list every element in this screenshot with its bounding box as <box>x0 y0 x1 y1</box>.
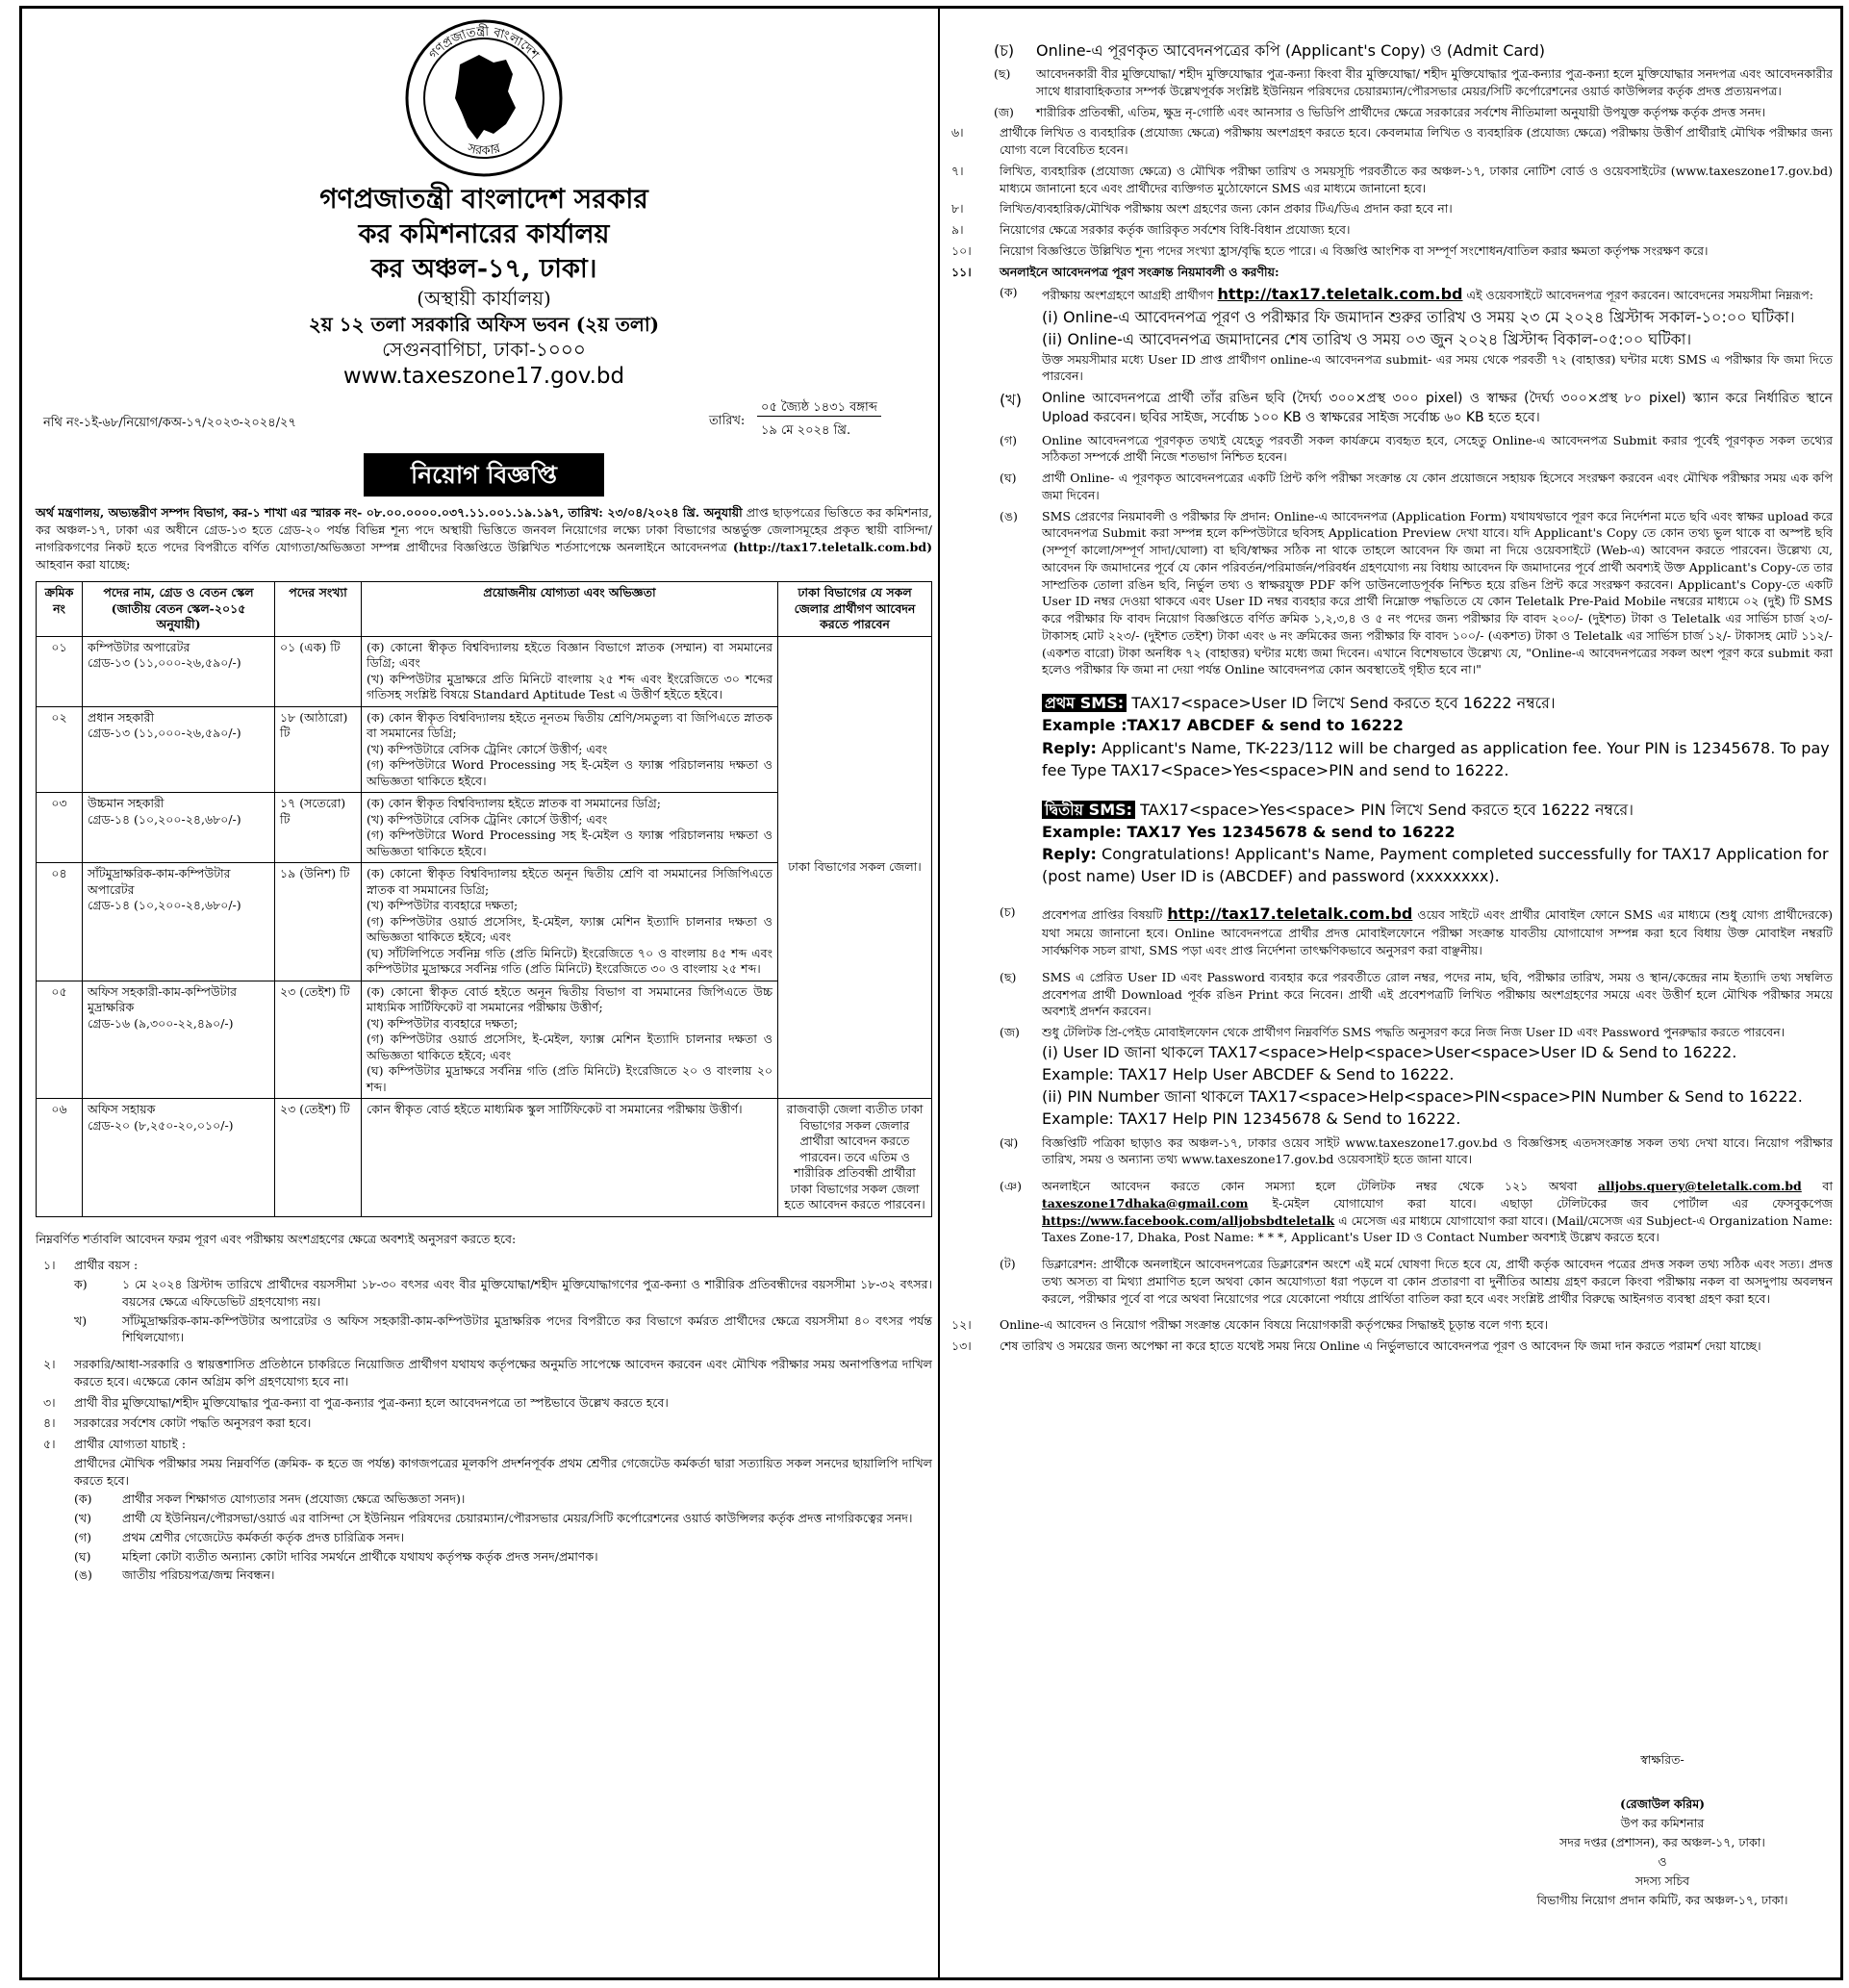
row-post-name: উচ্চমান সহকারী <box>88 796 165 811</box>
sub-label: (ক) <box>74 1491 92 1507</box>
sms-example: Example :TAX17 ABCDEF & send to 16222 <box>1042 716 1404 735</box>
sms-reply-label: Reply: <box>1042 845 1097 864</box>
signatory-designation: উপ কর কমিশনার <box>1620 1816 1705 1830</box>
term-subitem <box>36 1276 932 1311</box>
th-serial: ক্রমিক নং <box>37 582 83 637</box>
sub-text: বিজ্ঞপ্তিটি পত্রিকা ছাড়াও কর অঞ্চল-১৭, ঢাকার ওয়েব সাইট www.taxeszone17.gov.bd ও বিজ্ঞপ্তিসহ এতদসংক্রান্ত সকল তথ্য দেখা যাবে। নিয়োগ পরীক্ষার তারিখ, সময় ও অন্যান্য তথ্য www.taxeszone17.gov.bd ওয়েবসাইট হতে জানা যাবে। <box>1042 1134 1833 1167</box>
term-subitem <box>36 1313 932 1347</box>
online-rule-item <box>951 904 1833 959</box>
row-districts: রাজবাড়ী জেলা ব্যতীত ঢাকা বিভাগের সকল জেলার প্রার্থীরা আবেদন করতে পারবেন। তবে এতিম ও শারীরিক প্রতিবন্ধী প্রার্থীরা ঢাকা বিভাগের সকল জেলা হতে আবেদন করতে পারবেন। <box>778 1099 932 1217</box>
row-grade: গ্রেড-১৪ (১০,২০০-২৪,৬৮০/-) <box>88 898 241 913</box>
term-number: ১৩। <box>951 1338 972 1354</box>
sub-label: (ঘ) <box>1000 471 1017 486</box>
row-grade: গ্রেড-১৪ (১০,২০০-২৪,৬৮০/-) <box>88 811 241 827</box>
row-serial: ০২ <box>37 706 83 793</box>
sub-label: (গ) <box>1000 432 1017 447</box>
sms-tag: দ্বিতীয় SMS: <box>1042 801 1135 819</box>
sub-label: (ট) <box>1000 1257 1016 1272</box>
row-qualification: (গ) কম্পিউটারে Word Processing সহ ই-মেইল ও ফ্যাক্স পরিচালনায় দক্ষতা ও অভিজ্ঞতা থাকিতে হইবে। <box>367 757 773 788</box>
row-qualification: (খ) কম্পিউটার মুদ্রাক্ষরে প্রতি মিনিটে বাংলায় ২৫ শব্দ এবং ইংরেজিতে ৩০ শব্দের গতিসহ সংশ্লিষ্ট বিষয়ে Standard Aptitude Test এ উত্তীর্ণ হইতে হইবে। <box>367 671 773 702</box>
sub-text: প্রার্থী Online- এ পূরণকৃত আবেদনপত্রের একটি প্রিন্ট কপি পরীক্ষা সংক্রান্ত যে কোন প্রয়োজনে সহায়ক হিসেবে সংরক্ষণ করবেন এবং মৌখিক পরীক্ষার সময় এক কপি জমা দিবেন। <box>1042 471 1833 502</box>
street-address: সেগুনবাগিচা, ঢাকা-১০০০ <box>382 337 586 361</box>
online-rule-item <box>951 284 1833 385</box>
teletalk-email-link[interactable]: alljobs.query@teletalk.com.bd <box>1598 1179 1802 1194</box>
term-number: ৬। <box>951 125 964 140</box>
req-doc-item <box>951 39 1833 62</box>
term-text: Online-এ আবেদন ও নিয়োগ পরীক্ষা সংক্রান্ত যেকোন বিষয়ে নিয়োগকারী কর্তৃপক্ষের সিদ্ধান্তই চূড়ান্ত বলে গণ্য হবে। <box>1000 1317 1549 1333</box>
memo-number: নথি নং-১ই-৬৮/নিয়োগ/কঅ-১৭/২০২৩-২০২৪/২৭ <box>43 415 296 430</box>
row-qualification: (খ) কম্পিউটারে বেসিক ট্রেনিং কোর্সে উত্তীর্ণ; এবং <box>367 741 608 756</box>
term-number: ৪। <box>43 1415 56 1431</box>
row-qualification: (গ) কম্পিউটার ওয়ার্ড প্রসেসিং, ই-মেইল, ফ্যাক্স মেশিন ইত্যাদি চালনার দক্ষতা ও অভিজ্ঞতা থাকিতে হইবে; এবং <box>367 1032 773 1062</box>
sub-text: SMS এ প্রেরিত User ID এবং Password ব্যবহার করে পরবর্তীতে রোল নম্বর, পদের নাম, ছবি, পরীক্ষার তারিখ, সময় ও স্থান/কেন্দ্রের নাম ইত্যাদি তথ্য সম্বলিত প্রবেশপত্র প্রার্থী Download পূর্বক রঙিন Print করে নিবেন। প্রার্থী এই প্রবেশপত্রটি লিখিত পরীক্ষায় অংশগ্রহণের সময়ে এবং উত্তীর্ণ হলে মৌখিক পরীক্ষার সময়ে অবশ্যই প্রদর্শন করবেন। <box>1042 969 1833 1019</box>
first-sms-block <box>951 692 1833 781</box>
term-number: ৫। <box>43 1437 56 1452</box>
th-count: পদের সংখ্যা <box>275 582 362 637</box>
seal-icon <box>402 16 566 180</box>
row-qualification: (ক) কোনো স্বীকৃত বোর্ড হইতে অনূন দ্বিতীয় বিভাগ বা সমমানের জিপিএতে উচ্চ মাধ্যমিক সার্টিফিকেট বা সমমানের পরীক্ষায় উত্তীর্ণ; <box>367 983 773 1015</box>
sub-text-post: ওয়েব সাইটে এবং প্রার্থীর মোবাইল ফোনে SMS এর মাধ্যমে (শুধু যোগ্য প্রার্থীদেরকে) যথা সময়ে জানানো হবে। Online আবেদনপত্রে প্রার্থীর প্রদত্ত মোবাইলফোনে পরীক্ষা সংক্রান্ত যাবতীয় যোগাযোগ সম্পন্ন করা হবে বিধায় উক্ত মোবাইল নম্বরটি সার্বক্ষণিক সচল রাখা, SMS পড়া এবং প্রাপ্ত নির্দেশনা তাৎক্ষণিকভাবে অনুসরণ করা বাঞ্ছনীয়। <box>1042 906 1833 958</box>
row-count: ২৩ (তেইশ) টি <box>275 981 362 1099</box>
row-serial: ০১ <box>37 636 83 706</box>
row-count: ১৮ (আঠারো) টি <box>275 706 362 793</box>
row-post-name: সাঁটমুদ্রাক্ষরিক-কাম-কম্পিউটার অপারেটর <box>88 866 231 897</box>
term-text: সরকারি/আধা-সরকারি ও স্বায়ত্তশাসিত প্রতিষ্ঠানে চাকরিতে নিয়োজিত প্রার্থীগণ যথাযথ কর্তৃপক্ষের অনুমতি সাপেক্ষে আবেদন করবেন এবং মৌখিক পরীক্ষার সময় অনাপত্তিপত্র দাখিল করতে হবে। এক্ষেত্রে কোন অগ্রিম কপি গ্রহণযোগ্য হবে না। <box>74 1357 932 1389</box>
sub-text <box>1042 1024 1833 1131</box>
term-text: প্রার্থীর যোগ্যতা যাচাই : <box>74 1437 187 1452</box>
row-serial: ০৬ <box>37 1099 83 1217</box>
sub-text-mid: ই-মেইল যোগাযোগ করা যাবে। এছাড়া টেলিটকের জব পোর্টাল এর ফেসবুকপেজ <box>1248 1195 1833 1211</box>
sms-line: TAX17<space>User ID লিখে Send করতে হবে 16222 নম্বরে। <box>1127 694 1556 713</box>
zone-name: কর অঞ্চল-১৭, ঢাকা। <box>370 253 597 284</box>
term-item <box>951 200 1833 217</box>
term-text: লিখিত/ব্যবহারিক/মৌখিক পরীক্ষায় অংশ গ্রহণের জন্য কোন প্রকার টিএ/ডিএ প্রদান করা হবে না। <box>1000 201 1453 217</box>
recovery-userid: (i) User ID জানা থাকলে TAX17<space>Help<space>User<space>User ID & Send to 16222. <box>1042 1042 1737 1061</box>
term-subitem <box>36 1510 932 1527</box>
notice-title: নিয়োগ বিজ্ঞপ্তি <box>364 453 604 497</box>
govt-name: গণপ্রজাতন্ত্রী বাংলাদেশ সরকার <box>319 183 648 215</box>
office-name: কর কমিশনারের কার্যালয় <box>358 218 610 249</box>
sub-text: মহিলা কোটা ব্যতীত অন্যান্য কোটা দাবির সমর্থনে প্রার্থীকে যথাযথ কর্তৃপক্ষ কর্তৃক প্রদত্ত সনদ/প্রমাণক। <box>122 1548 598 1564</box>
sms-reply-label: Reply: <box>1042 738 1097 757</box>
online-rule-item <box>951 1178 1833 1246</box>
term-text: লিখিত, ব্যবহারিক (প্রযোজ্য ক্ষেত্রে) ও মৌখিক পরীক্ষা তারিখ ও সময়সূচি পরবর্তীতে কর অঞ্চল-১৭, ঢাকার নোটিশ বোর্ড ও ওয়েবসাইটের (www.taxeszone17.gov.bd) মাধ্যমে জানানো হবে এবং প্রার্থীদের ব্যক্তিগত মুঠোফোনে SMS এর মাধ্যমে জানানো হবে। <box>1000 163 1833 195</box>
term-number: ৮। <box>951 201 964 217</box>
sub-text-tail: উক্ত সময়সীমার মধ্যে User ID প্রাপ্ত প্রার্থীগণ online-এ আবেদনপত্র submit- এর সময় থেকে পরবর্তী ৭২ (বাহাত্তর) ঘন্টার মধ্যে SMS এ পরীক্ষার ফি জমা দিতে পারবেন। <box>1042 351 1833 384</box>
row-count: ১৯ (উনিশ) টি <box>275 863 362 981</box>
row-serial: ০৪ <box>37 863 83 981</box>
sub-label: (ঘ) <box>74 1548 91 1564</box>
sub-label: (ঞ) <box>1000 1179 1022 1194</box>
online-rule-item <box>951 969 1833 1020</box>
sub-text <box>1042 1178 1833 1246</box>
row-count: ০১ (এক) টি <box>275 636 362 706</box>
signatory-name: (রেজাউল করিম) <box>1619 1797 1706 1811</box>
memo-date-english: ১৯ মে ২০২৪ খ্রি. <box>761 422 851 438</box>
svg-text:গণপ্রজাতন্ত্রী বাংলাদেশ: গণপ্রজাতন্ত্রী বাংলাদেশ <box>426 24 542 63</box>
term-text: অনলাইনে আবেদনপত্র পূরণ সংক্রান্ত নিয়মাবলী ও করণীয়: <box>1000 264 1279 279</box>
sub-text: প্রার্থীর সকল শিক্ষাগত যোগ্যতার সনদ (প্রযোজ্য ক্ষেত্রে অভিজ্ঞতা সনদ)। <box>122 1491 466 1507</box>
facebook-link[interactable]: https://www.facebook.com/alljobsbdteletalk <box>1042 1212 1335 1228</box>
table-row <box>37 1099 932 1217</box>
sub-text: Online আবেদনপত্রে প্রার্থী তাঁর রঙিন ছবি (দৈর্ঘ্য ৩০০×প্রস্থ ৩০০ pixel) ও স্বাক্ষর (দৈর্ঘ্য ৩০০×প্রস্থ ৮০ pixel) স্ক্যান করে নির্ধারিত স্থানে Upload করবেন। ছবির সাইজ, সর্বোচ্চ ১০০ KB ও স্বাক্ষরের সাইজ সর্বোচ্চ ৬০ KB হতে হবে। <box>1042 391 1833 426</box>
sub-text: ১ মে ২০২৪ খ্রিস্টাব্দ তারিখে প্রার্থীদের বয়সসীমা ১৮-৩০ বৎসর এবং বীর মুক্তিযোদ্ধা/শহীদ মুক্তিযোদ্ধাগণের পুত্র-কন্যা ও শারীরিক প্রতিবন্ধীদের বয়সসীমা ১৮-৩২ বৎসর। বয়সের ক্ষেত্রে এফিডেভিট গ্রহণযোগ্য নয়। <box>122 1277 932 1309</box>
term-subitem <box>36 1491 932 1508</box>
row-post-name: অফিস সহকারী-কাম-কম্পিউটার মুদ্রাক্ষরিক <box>88 983 238 1015</box>
sub-text-post: এ মেসেজ এর মাধ্যমে যোগাযোগ করা যাবে। (Mail/মেসেজ এর Subject-এ Organization Name: Taxes Zone-17, Dhaka, Post Name: * * *, Applicant's User ID ও Contact Number অবশ্যই উল্লেখ করতে হবে। <box>1042 1212 1833 1245</box>
sub-text <box>1042 904 1833 959</box>
sub-text: Online আবেদনপত্রে পূরণকৃত তথ্যই যেহেতু পরবর্তী সকল কার্যক্রমে ব্যবহৃত হবে, সেহেতু Online-এ আবেদনপত্র Submit করার পূর্বেই পূরণকৃত সকল তথ্যের সঠিকতা সম্পর্কে প্রার্থী নিজে শতভাগ নিশ্চিত হবেন। <box>1042 432 1833 465</box>
signature-block <box>1504 1750 1821 1910</box>
term-item <box>36 1415 932 1432</box>
term-item <box>951 221 1833 239</box>
teletalk-link[interactable]: http://tax17.teletalk.com.bd <box>1167 904 1413 923</box>
online-rule-item <box>951 508 1833 679</box>
row-post-name: কম্পিউটার অপারেটর <box>88 639 190 654</box>
sub-text: প্রার্থী যে ইউনিয়ন/পৌরসভা/ওয়ার্ড এর বাসিন্দা সে ইউনিয়ন পরিষদের চেয়ারম্যান/পৌরসভার মেয়র/সিটি কর্পোরেশনের ওয়ার্ড কাউন্সিলর কর্তৃক প্রদত্ত নাগরিকত্বের সনদ। <box>122 1511 913 1526</box>
intro-link[interactable]: (http://tax17.teletalk.com.bd) <box>732 539 932 554</box>
term-subitem <box>36 1529 932 1546</box>
row-qualification: (গ) কম্পিউটার ওয়ার্ড প্রসেসিং, ই-মেইল, ফ্যাক্স মেশিন ইত্যাদি চালনার দক্ষতা ও অভিজ্ঞতা থাকিতে হইবে; এবং <box>367 913 773 945</box>
term-number: ২। <box>43 1357 56 1372</box>
term-item <box>951 242 1833 260</box>
right-column <box>951 36 1833 1355</box>
recovery-pin-example: Example: TAX17 Help PIN 12345678 & Send to 16222. <box>1042 1109 1461 1129</box>
intro-tail: আহবান করা যাচ্ছে: <box>36 557 131 573</box>
sub-label: (ছ) <box>994 66 1011 82</box>
building-address: ২য় ১২ তলা সরকারি অফিস ভবন (২য় তলা) <box>308 312 660 336</box>
row-qualification: কোন স্বীকৃত বোর্ড হইতে মাধ্যমিক স্কুল সার্টিফিকেট বা সমমানের পরীক্ষায় উত্তীর্ণ। <box>367 1102 743 1117</box>
recovery-userid-example: Example: TAX17 Help User ABCDEF & Send to 16222. <box>1042 1065 1455 1084</box>
notice-page <box>19 6 1843 1980</box>
signatory-department: সদর দপ্তর (প্রশাসন), কর অঞ্চল-১৭, ঢাকা। <box>1559 1835 1765 1849</box>
sub-label: খ) <box>74 1313 88 1328</box>
sub-text: শারীরিক প্রতিবন্ধী, এতিম, ক্ষুদ্র নৃ-গোষ্ঠি এবং আনসার ও ভিডিপি প্রার্থীদের ক্ষেত্রে সরকারের সর্বশেষ নীতিমালা অনুযায়ী উপযুক্ত কর্তৃপক্ষ কর্তৃক প্রদত্ত সনদ। <box>1036 104 1766 119</box>
sub-label: (ক) <box>1000 285 1018 300</box>
column-divider <box>938 9 940 1977</box>
req-doc-item <box>951 104 1833 121</box>
sub-text-pre: প্রবেশপত্র প্রাপ্তির বিষয়টি <box>1042 906 1168 922</box>
memo-line <box>36 399 932 447</box>
term-number: ৩। <box>43 1394 56 1410</box>
sub-label: ক) <box>74 1277 88 1292</box>
sub-text: Online-এ পূরণকৃত আবেদনপত্রের কপি (Applicant's Copy) ও (Admit Card) <box>1036 41 1545 60</box>
intro-text: প্রাপ্ত ছাড়পত্রের ভিত্তিতে কর কমিশনার, কর অঞ্চল-১৭, ঢাকা এর অধীনে গ্রেড-১৩ হতে গ্রেড-২০ পর্যন্ত বিভিন্ন শূন্য পদে অস্থায়ী ভিত্তিতে জনবল নিয়োগের লক্ষ্যে ঢাকা বিভাগের অন্তর্ভুক্ত জেলাসমূহের প্রকৃত স্থায়ী বাসিন্দা/নাগরিকগণের নিকট হতে পদের বিপরীতে বর্ণিত যোগ্যতা/অভিজ্ঞতা সম্পন্ন প্রার্থীদের বিজ্ঞপ্তিতে উল্লিখিত শর্তসাপেক্ষে অনলাইনে আবেদনপত্র <box>36 504 932 554</box>
svg-text:সরকার: সরকার <box>466 140 502 159</box>
term-item <box>951 124 1833 159</box>
term-number: ১১। <box>951 264 972 279</box>
second-sms-block <box>951 799 1833 888</box>
sub-label: (খ) <box>74 1511 91 1526</box>
row-qualification: (ক) কোন স্বীকৃত বিশ্ববিদ্যালয় হইতে স্নাতক বা সমমানের ডিগ্রি; <box>367 796 661 811</box>
term-number: ৭। <box>951 163 964 178</box>
sub-text: জাতীয় পরিচয়পত্র/জন্ম নিবন্ধন। <box>122 1567 275 1583</box>
left-column <box>36 16 932 1584</box>
sub-label: (চ) <box>994 41 1015 60</box>
term-number: ৯। <box>951 222 964 238</box>
intro-paragraph <box>36 504 932 574</box>
sub-text: সাঁটমুদ্রাক্ষরিক-কাম-কম্পিউটার অপারেটর ও অফিস সহকারী-কাম-কম্পিউটার মুদ্রাক্ষরিক পদের বিপরীতে কর বিভাগে কর্মরত প্রার্থীদের ক্ষেত্রে বয়সসীমা ৪০ বৎসর পর্যন্ত শিথিলযোগ্য। <box>122 1313 932 1345</box>
sub-label: (জ) <box>994 104 1014 119</box>
sub-text-pre: পরীক্ষায় অংশগ্রহণে আগ্রহী প্রার্থীগণ <box>1042 288 1218 303</box>
row-grade: গ্রেড-১৩ (১১,০০০-২৬,৫৯০/-) <box>88 726 241 741</box>
row-serial: ০৩ <box>37 793 83 863</box>
start-date-line: (i) Online-এ আবেদনপত্র পূরণ ও পরীক্ষার ফি জমাদান শুরুর তারিখ ও সময় ২৩ মে ২০২৪ খ্রিস্টাব্দ সকাল-১০:০০ ঘটিকা। <box>1042 308 1795 327</box>
online-rule-item <box>951 1024 1833 1131</box>
term-text: প্রার্থীর বয়স : <box>74 1258 139 1273</box>
signed-label: স্বাক্ষরিত- <box>1640 1752 1684 1767</box>
term-paragraph <box>36 1455 932 1490</box>
row-qualification: (ক) কোন স্বীকৃত বিশ্ববিদ্যালয় হইতে নূনতম দ্বিতীয় শ্রেণি/সমতুল্য বা জিপিএতে স্নাতক বা সমমানের ডিগ্রি; <box>367 709 773 741</box>
row-post-name: প্রধান সহকারী <box>88 709 155 725</box>
term-text: নিয়োগের ক্ষেত্রে সরকার কর্তৃক জারিকৃত সর্বশেষ বিধি-বিধান প্রযোজ্য হবে। <box>1000 222 1351 238</box>
term-text: প্রার্থীকে লিখিত ও ব্যবহারিক (প্রযোজ্য ক্ষেত্রে) পরীক্ষায় অংশগ্রহণ করতে হবে। কেবলমাত্র লিখিত ও ব্যবহারিক (প্রযোজ্য ক্ষেত্রে) পরীক্ষায় উত্তীর্ণ প্রার্থীরাই মৌখিক পরীক্ষার জন্য যোগ্য বলে বিবেচিত হবেন। <box>1000 125 1833 158</box>
sub-text: আবেদনকারী বীর মুক্তিযোদ্ধা/ শহীদ মুক্তিযোদ্ধার পুত্র-কন্যা কিংবা বীর মুক্তিযোদ্ধা/ শহীদ মুক্তিযোদ্ধার পুত্র-কন্যার পুত্র-কন্যা হলে মুক্তিযোদ্ধার সনদপত্র এবং আবেদনকারীর সাথে ধারাবাহিকতার সম্পর্ক উল্লেখপূর্বক সংশ্লিষ্ট ইউনিয়ন পরিষদের চেয়ারম্যান/পৌরসভার মেয়র/সিটি কর্পোরেশনের ওয়ার্ড কাউন্সিলর কর্তৃক প্রদত্ত প্রত্যয়নপত্র। <box>1036 66 1833 98</box>
online-rule-item <box>951 432 1833 467</box>
sub-label: (ঙ) <box>1000 508 1018 523</box>
sms-reply: Congratulations! Applicant's Name, Payment completed successfully for TAX17 Application for (post name) User ID is (ABCDEF) and password (xxxxxxxx). <box>1042 845 1829 886</box>
row-qualification: (গ) কম্পিউটারে Word Processing সহ ই-মেইল ও ফ্যাক্স পরিচালনায় দক্ষতা ও অভিজ্ঞতা থাকিতে হইবে। <box>367 828 773 858</box>
terms-section <box>36 1231 932 1585</box>
sub-text: SMS প্রেরণের নিয়মাবলী ও পরীক্ষার ফি প্রদান: Online-এ আবেদনপত্র (Application Form) যথাযথভাবে পূরণ করে নির্দেশনা মতে ছবি এবং স্বাক্ষর upload করে আবেদনপত্র Submit করা সম্পন্ন হলে কম্পিউটারে ছবিসহ Application Preview দেখা যাবে। যদি Applicant's Copy তে কোন তথ্য ভুল থাকে বা অস্পষ্ট ছবি (সম্পূর্ণ কালো/সম্পূর্ণ সাদা/ঘোলা) বা ছবি/স্বাক্ষর সঠিক না থাকে তাহলে আবেদন ফি জমা না দিয়ে ওয়েবসাইটে (Web-এ) আবেদন করতে পারবেন। উল্লেখ্য যে, আবেদন ফি জমাদানের পূর্বে যে কোন পরিবর্তন/পরিমার্জন/পরিবর্ধন গ্রহণযোগ্য নয় বিধায় আবেদন ফি জমাদানের পূর্বে প্রার্থী অবশ্যই উক্ত Applicant's Copy-তে তার সাম্প্রতিক তোলা রঙিন ছবি, নির্ভুল তথ্য ও স্বাক্ষরযুক্ত PDF কপি ডাউনলোডপূর্বক নিশ্চিত হয়ে রঙিন প্রিন্ট করে সংরক্ষণ করবেন। Applicant's Copy-তে একটি User ID নম্বর দেওয়া থাকবে এবং User ID নম্বর ব্যবহার করে প্রার্থী নিম্নোক্ত পদ্ধতিতে যে কোন Teletalk Pre-Paid Mobile নম্বরের মাধ্যমে ০২ (দুই) টি SMS করে পরীক্ষার ফি বাবদ নিয়োগ বিজ্ঞপ্তিতে বর্ণিত ক্রমিক ১,২,৩,৪ ও ৫ নং পদের জন্য পরীক্ষার ফি বাবদ ২০০/- (দুইশত) টাকা ও Teletalk এর সার্ভিস চার্জ ২৩/- টাকাসহ মোট ২২৩/- (দুইশত তেইশ) টাকা এবং ৬ নং ক্রমিকের জন্য পরীক্ষার ফি বাবদ ১০০/- (একশত) টাকা ও Teletalk এর সার্ভিস চার্জ ১২/- টাকাসহ মোট ১১২/- (একশত বারো) টাকা অনধিক ৭২ (বাহাত্তর) ঘন্টার মধ্যে জমা দিবেন। এখানে বিশেষভাবে উল্লেখ্য যে, "Online-এ আবেদনপত্রের সকল অংশ পূরণ করে submit করা হলেও পরীক্ষার ফি জমা না দেয়া পর্যন্ত Online আবেদনপত্র কোন অবস্থাতেই গৃহীত হবে না।" <box>1042 508 1833 677</box>
term-item <box>36 1436 932 1453</box>
table-header-row <box>37 582 932 637</box>
signatory-role: সদস্য সচিব <box>1634 1873 1690 1888</box>
sub-text: প্রথম শ্রেণীর গেজেটেড কর্মকর্তা কর্তৃক প্রদত্ত চারিত্রিক সনদ। <box>122 1529 405 1544</box>
online-rule-item <box>951 1256 1833 1307</box>
sub-text <box>1042 284 1833 385</box>
row-count: ১৭ (সতেরো) টি <box>275 793 362 863</box>
row-qualification: (ক) কোনো স্বীকৃত বিশ্ববিদ্যালয় হইতে অনূন দ্বিতীয় শ্রেণি বা সমমানের সিজিপিএতে স্নাতক বা সমমানের ডিগ্রি; <box>367 866 773 897</box>
row-qualification: (খ) কম্পিউটার ব্যবহারে দক্ষতা; <box>367 1015 519 1031</box>
row-districts: ঢাকা বিভাগের সকল জেলা। <box>778 636 932 1099</box>
term-item <box>951 163 1833 197</box>
signatory-and: ও <box>1658 1854 1667 1869</box>
th-qualification: প্রয়োজনীয় যোগ্যতা এবং অভিজ্ঞতা <box>362 582 778 637</box>
th-districts: ঢাকা বিভাগের যে সকল জেলার প্রার্থীগণ আবেদন করতে পারবেন <box>778 582 932 637</box>
sub-text-pre: অনলাইনে আবেদন করতে কোন সমস্যা হলে টেলিটক নম্বর থেকে ১২১ অথবা <box>1042 1179 1598 1194</box>
term-item <box>36 1394 932 1412</box>
sms-reply: Applicant's Name, TK-223/112 will be charged as application fee. Your PIN is 12345678. To pay fee Type TAX17<Space>Yes<space>PIN and send to 16222. <box>1042 738 1830 779</box>
th-post-name: পদের নাম, গ্রেড ও বেতন স্কেল (জাতীয় বেতন স্কেল-২০১৫ অনুযায়ী) <box>83 582 275 637</box>
online-rule-item <box>951 470 1833 504</box>
row-count: ২৩ (তেইশ) টি <box>275 1099 362 1217</box>
table-row <box>37 636 932 706</box>
row-post-name: অফিস সহায়ক <box>88 1102 156 1117</box>
sub-label: (ঝ) <box>1000 1134 1019 1150</box>
term-text: সরকারের সর্বশেষ কোটা পদ্ধতি অনুসরণ করা হবে। <box>74 1415 312 1431</box>
teletalk-link[interactable]: http://tax17.teletalk.com.bd <box>1217 285 1463 304</box>
sub-label: (ঙ) <box>74 1567 92 1583</box>
term-subitem <box>36 1548 932 1566</box>
temp-office: (অস্থায়ী কার্যালয়) <box>417 287 551 311</box>
row-qualification: (ঘ) সাঁটলিপিতে সর্বনিম্ন গতি (প্রতি মিনিটে) ইংরেজিতে ৭০ ও বাংলায় ৪৫ শব্দ এবং কম্পিউটার মুদ্রাক্ষরে সর্বনিম্ন গতি (প্রতি মিনিটে) ইংরেজিতে ৩০ ও বাংলায় ২৫ শব্দ। <box>367 945 773 977</box>
term-text: প্রার্থী বীর মুক্তিযোদ্ধা/শহীদ মুক্তিযোদ্ধার পুত্র-কন্যা বা পুত্র-কন্যার পুত্র-কন্যা হলে আবেদনপত্রে তা স্পষ্টভাবে উল্লেখ করতে হবে। <box>74 1394 669 1410</box>
term-number: ১০। <box>951 242 972 258</box>
sms-line: TAX17<space>Yes<space> PIN লিখে Send করতে হবে 16222 নম্বরে। <box>1135 800 1634 819</box>
sub-text: ডিক্লারেশন: প্রার্থীকে অনলাইনে আবেদনপত্রের ডিক্লারেশন অংশে এই মর্মে ঘোষণা দিতে হবে যে, প্রার্থী কর্তৃক আবেদন পত্রের প্রদত্ত সকল তথ্য সঠিক এবং সত্য। প্রদত্ত তথ্য অসত্য বা মিথ্যা প্রমাণিত হলে অথবা কোন অযোগ্যতা ধরা পড়লে বা কোন প্রতারণা বা দুর্নীতির আশ্রয় গ্রহণ করলে কিংবা পরীক্ষায় নকল বা অসদুপায় অবলম্বন করলে, পরীক্ষার পূর্বে বা পরে অথবা নিয়োগের পরে যেকোনো পর্যায়ে প্রার্থিতা বাতিল করা হবে এবং সংশ্লিষ্ট প্রার্থীর বিরুদ্ধে আইনগত ব্যবস্থা গ্রহণ করা হবে। <box>1042 1257 1833 1306</box>
term-item <box>951 1338 1833 1355</box>
term-text: শেষ তারিখ ও সময়ের জন্য অপেক্ষা না করে হাতে যথেষ্ট সময় নিয়ে Online এ নির্ভুলভাবে আবেদনপত্র পূরণ ও আবেদন ফি জমা দান করতে পরামর্শ দেয়া যাচ্ছে। <box>1000 1338 1761 1354</box>
term-number: ১২। <box>951 1317 972 1333</box>
end-date-line: (ii) Online-এ আবেদনপত্র জমাদানের শেষ তারিখ ও সময় ০৩ জুন ২০২৪ খ্রিস্টাব্দ বিকাল-০৫:০০ ঘটিকা। <box>1042 330 1692 349</box>
sub-label: (জ) <box>1000 1025 1020 1040</box>
term-item <box>951 1316 1833 1334</box>
government-seal-logo <box>402 16 566 180</box>
online-rule-item <box>951 1134 1833 1169</box>
term-text: নিয়োগ বিজ্ঞপ্তিতে উল্লিখিত শূন্য পদের সংখ্যা হ্রাস/বৃদ্ধি হতে পারে। এ বিজ্ঞপ্তি আংশিক বা সম্পূর্ণ সংশোধন/বাতিল করার ক্ষমতা কর্তৃপক্ষ সংরক্ষণ করে। <box>1000 242 1709 258</box>
signatory-committee: বিভাগীয় নিয়োগ প্রদান কমিটি, কর অঞ্চল-১৭, ঢাকা। <box>1536 1893 1788 1907</box>
sms-example: Example: TAX17 Yes 12345678 & send to 16222 <box>1042 823 1456 842</box>
online-rule-item <box>951 389 1833 428</box>
sub-label: (খ) <box>1000 391 1022 410</box>
memo-date-label: তারিখ: <box>709 413 746 428</box>
req-doc-item <box>951 65 1833 100</box>
posts-table <box>36 581 932 1217</box>
memo-date-bangla: ০৫ জ্যৈষ্ঠ ১৪৩১ বঙ্গাব্দ <box>757 399 881 417</box>
website-link[interactable]: www.taxeszone17.gov.bd <box>342 364 625 390</box>
term-subitem <box>36 1567 932 1584</box>
row-qualification: (খ) কম্পিউটারে বেসিক ট্রেনিং কোর্সে উত্তীর্ণ; এবং <box>367 811 608 827</box>
sub-label: (চ) <box>1000 904 1016 919</box>
row-grade: গ্রেড-২০ (৮,২৫০-২০,০১০/-) <box>88 1117 234 1133</box>
row-qualification: (ঘ) কম্পিউটার মুদ্রাক্ষরে সর্বনিম্ন গতি (প্রতি মিনিটে) ইংরেজিতে ২০ ও বাংলায় ২০ শব্দ। <box>367 1063 773 1094</box>
recovery-pin: (ii) PIN Number জানা থাকলে TAX17<space>Help<space>PIN<space>PIN Number & Send to 16222. <box>1042 1087 1803 1107</box>
row-serial: ০৫ <box>37 981 83 1099</box>
sub-text-main: শুধু টেলিটক প্রি-পেইড মোবাইলফোন থেকে প্রার্থীগণ নিম্নবর্ণিত SMS পদ্ধতি অনুসরণ করে নিজ নিজ User ID এবং Password পুনরুদ্ধার করতে পারবেন। <box>1042 1025 1786 1040</box>
sub-text-mid: বা <box>1801 1179 1834 1194</box>
sub-label: (গ) <box>74 1529 91 1544</box>
term-item <box>951 264 1833 281</box>
row-grade: গ্রেড-১৬ (৯,৩০০-২২,৪৯০/-) <box>88 1015 234 1031</box>
sms-tag: প্রথম SMS: <box>1042 694 1127 712</box>
term-number: ১। <box>43 1258 56 1273</box>
terms-intro: নিম্নবর্ণিত শর্তাবলি আবেদন ফরম পূরণ এবং পরীক্ষায় অংশগ্রহণের ক্ষেত্রে অবশ্যই অনুসরণ করতে হবে: <box>36 1231 517 1246</box>
row-qualification: (ক) কোনো স্বীকৃত বিশ্ববিদ্যালয় হইতে বিজ্ঞান বিভাগে স্নাতক (সম্মান) বা সমমানের ডিগ্রি; এবং <box>367 639 773 671</box>
sub-label: (ছ) <box>1000 969 1017 984</box>
term-item <box>36 1257 932 1274</box>
sub-text: প্রার্থীদের মৌখিক পরীক্ষার সময় নিম্নবর্ণিত (ক্রমিক- ক হতে জ পর্যন্ত) কাগজপত্রের মূলকপি প্রদর্শনপূর্বক প্রথম শ্রেণীর গেজেটেড কর্মকর্তা দ্বারা সত্যায়িত সকল সনদের ছায়ালিপি দাখিল করতে হবে। <box>74 1455 932 1488</box>
term-item <box>36 1356 932 1390</box>
gmail-link[interactable]: taxeszone17dhaka@gmail.com <box>1042 1195 1249 1211</box>
row-grade: গ্রেড-১৩ (১১,০০০-২৬,৫৯০/-) <box>88 655 241 671</box>
row-qualification: (খ) কম্পিউটার ব্যবহারে দক্ষতা; <box>367 898 519 913</box>
sub-text-post: এই ওয়েবসাইটে আবেদনপত্র পূরণ করবেন। আবেদনের সময়সীমা নিম্নরূপ: <box>1462 288 1813 303</box>
intro-bold: অর্থ মন্ত্রণালয়, অভ্যন্তরীণ সম্পদ বিভাগ, কর-১ শাখা এর স্মারক নং- ০৮.০০.০০০০.০৩৭.১১.০০১.১৯.১৯৭, তারিখ: ২৩/০৪/২০২৪ খ্রি. অনুযায়ী <box>36 504 743 520</box>
